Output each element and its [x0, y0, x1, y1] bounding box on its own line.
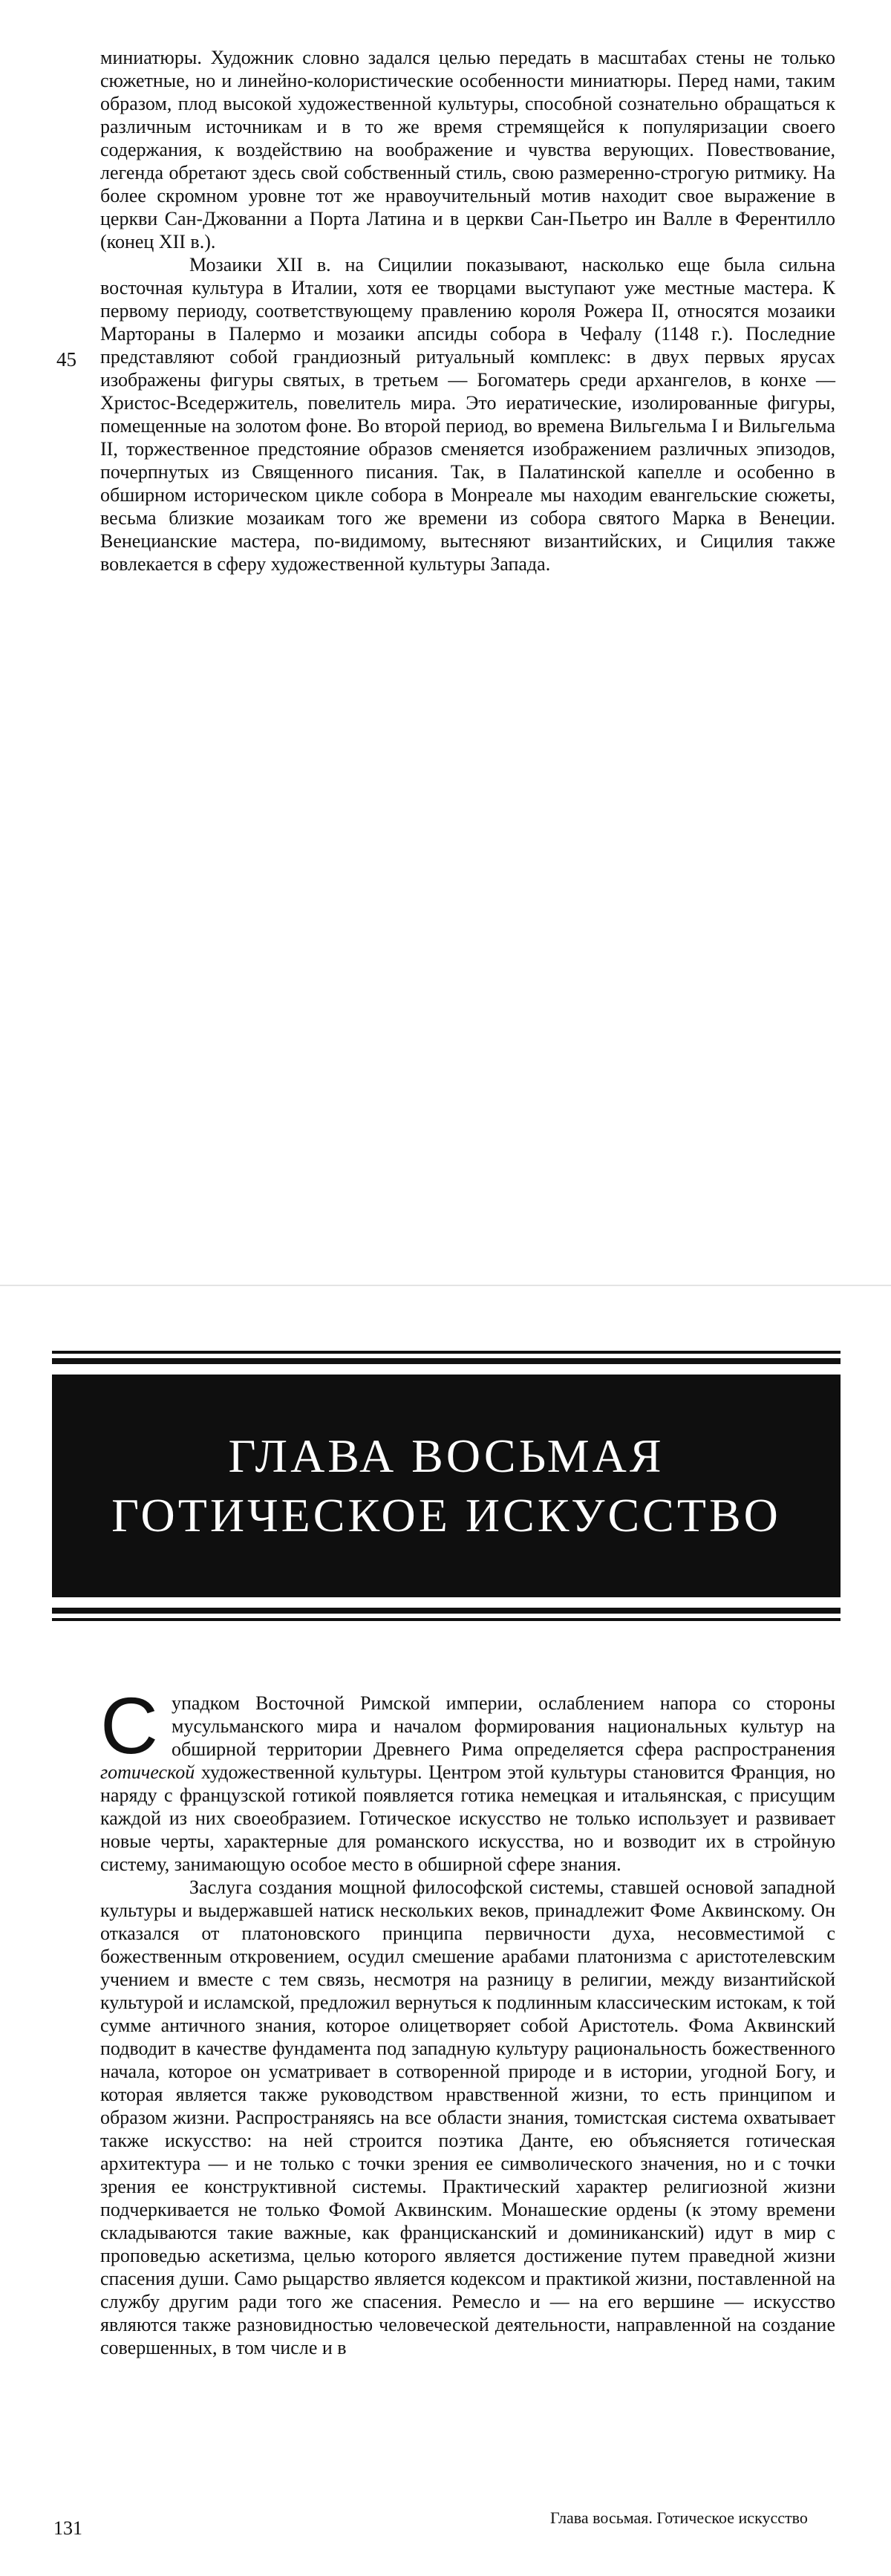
margin-line-number: 45	[56, 348, 76, 371]
chapter-title: ГОТИЧЕСКОЕ ИСКУССТВО	[111, 1489, 781, 1542]
chapter-paragraph-2: Заслуга создания мощной философской системы, ставшей основой западной культуры и выдержавшей натиск нескольких веков, принадлежит Фоме Аквинскому. Он отказался от платоновского принципа первичности духа, несовместимой с божественным откровением, осудил смешение арабами платонизма с аристотелевским учением и вместе с тем связь, несмотря на разницу в религии, между византийской культурой и исламской, предложил вернуться к подлинным классическим истокам, к той сумме античного знания, которое олицетворяет собой Аристотель. Фома Аквинский подводит в качестве фундамента под западную культуру рациональность божественного начала, которое он усматривает в сотворенной природе и в истории, угодной Богу, и которая является также руководством нравственной жизни, то есть принципом и образом жизни. Распространяясь на все области знания, томистская система охватывает также искусство: на ней строится поэтика Данте, ею объясняется готическая архитектура — и не только с точки зрения ее символического значения, но и с точки зрения ее конструктивной системы. Практический характер религиозной жизни подчеркивается не только Фомой Аквинским. Монашеские ордены (к этому времени складываются такие важные, как францисканский и доминиканский) идут в мир с проповедью аскетизма, целью которого является достижение путем праведной жизни спасения души. Само рыцарство является кодексом и практикой жизни, поставленной на службу другим ради того же спасения. Ремесло и — на его вершине — искусство являются также разновидностью человеческой деятельности, направленной на создание совершенных, в том числе и в	[100, 1876, 835, 2358]
running-title: Глава восьмая. Готическое искусство	[550, 2508, 808, 2527]
chapter-number: ГЛАВА ВОСЬМАЯ	[228, 1429, 665, 1482]
page-number: 131	[53, 2517, 82, 2539]
upper-paragraph-1: миниатюры. Художник словно задался целью передать в масштабах стены не только сюжетные, но и линейно-колористические особенности миниатюры. Перед нами, таким образом, плод высокой художественной культуры, способной сознательно обращаться к различным источникам и в то же время стремящейся к популяризации своего содержания, к воздействию на воображение и чувства верующих. Повествование, легенда обретают здесь свой собственный стиль, свою размеренно-строгую ритмику. На более скромном уровне тот же нравоучительный мотив находит свое выражение в церкви Сан-Джованни а Порта Латина и в церкви Сан-Пьетро ин Валле в Ферентилло (конец XII в.).	[100, 47, 835, 252]
chapter-title-box	[52, 1375, 841, 1597]
bottom-rule-thick	[52, 1608, 841, 1614]
chapter-paragraph-1	[100, 1680, 835, 1876]
italic-term: готической	[100, 1761, 195, 1783]
upper-text-block	[100, 46, 835, 575]
drop-cap: С	[100, 1680, 158, 1770]
page-divider	[0, 1285, 891, 1286]
upper-paragraph-2: Мозаики XII в. на Сицилии показывают, насколько еще была сильна восточная культура в Италии, хотя ее творцами выступают уже местные мастера. К первому периоду, соответствующему правлению короля Рожера II, относятся мозаики Мартораны в Палермо и мозаики апсиды собора в Чефалу (1148 г.). Последние представляют собой грандиозный ритуальный комплекс: в двух первых ярусах изображены фигуры святых, в третьем — Богоматерь среди архангелов, в конхе — Христос-Вседержитель, повелитель мира. Это иератические, изолированные фигуры, помещенные на золотом фоне. Во второй период, во времена Вильгельма I и Вильгельма II, торжественное предстояние образов сменяется изображением различных эпизодов, почерпнутых из Священного писания. Так, в Палатинской капелле и особенно в обширном историческом цикле собора в Монреале мы находим евангельские сюжеты, весьма близкие мозаикам того же времени из собора святого Марка в Венеции. Венецианские мастера, по-видимому, вытесняют византийских, и Сицилия также вовлекается в сферу художественной культуры Запада.	[100, 254, 835, 575]
bottom-rule-thin	[52, 1618, 841, 1621]
upper-page	[0, 0, 891, 1281]
top-rule-thin	[52, 1351, 841, 1354]
chapter-body	[100, 1680, 835, 2359]
chapter-paragraph-1-start: упадком Восточной Римской империи, ослаблением напора со стороны мусульманского мира и началом формирования национальных культур на обширной территории Древнего Рима определяется сфера распространения	[172, 1692, 835, 1760]
top-rule-thick	[52, 1358, 841, 1364]
chapter-paragraph-1-end: художественной культуры. Центром этой культуры становится Франция, но наряду с французской готикой появляется готика немецкая и итальянская, с присущим каждой из них своеобразием. Готическое искусство не только использует и развивает новые черты, характерные для романского искусства, но и возводит их в стройную систему, занимающую особое место в обширной сфере знания.	[100, 1761, 835, 1875]
chapter-heading-frame	[52, 1351, 841, 1626]
